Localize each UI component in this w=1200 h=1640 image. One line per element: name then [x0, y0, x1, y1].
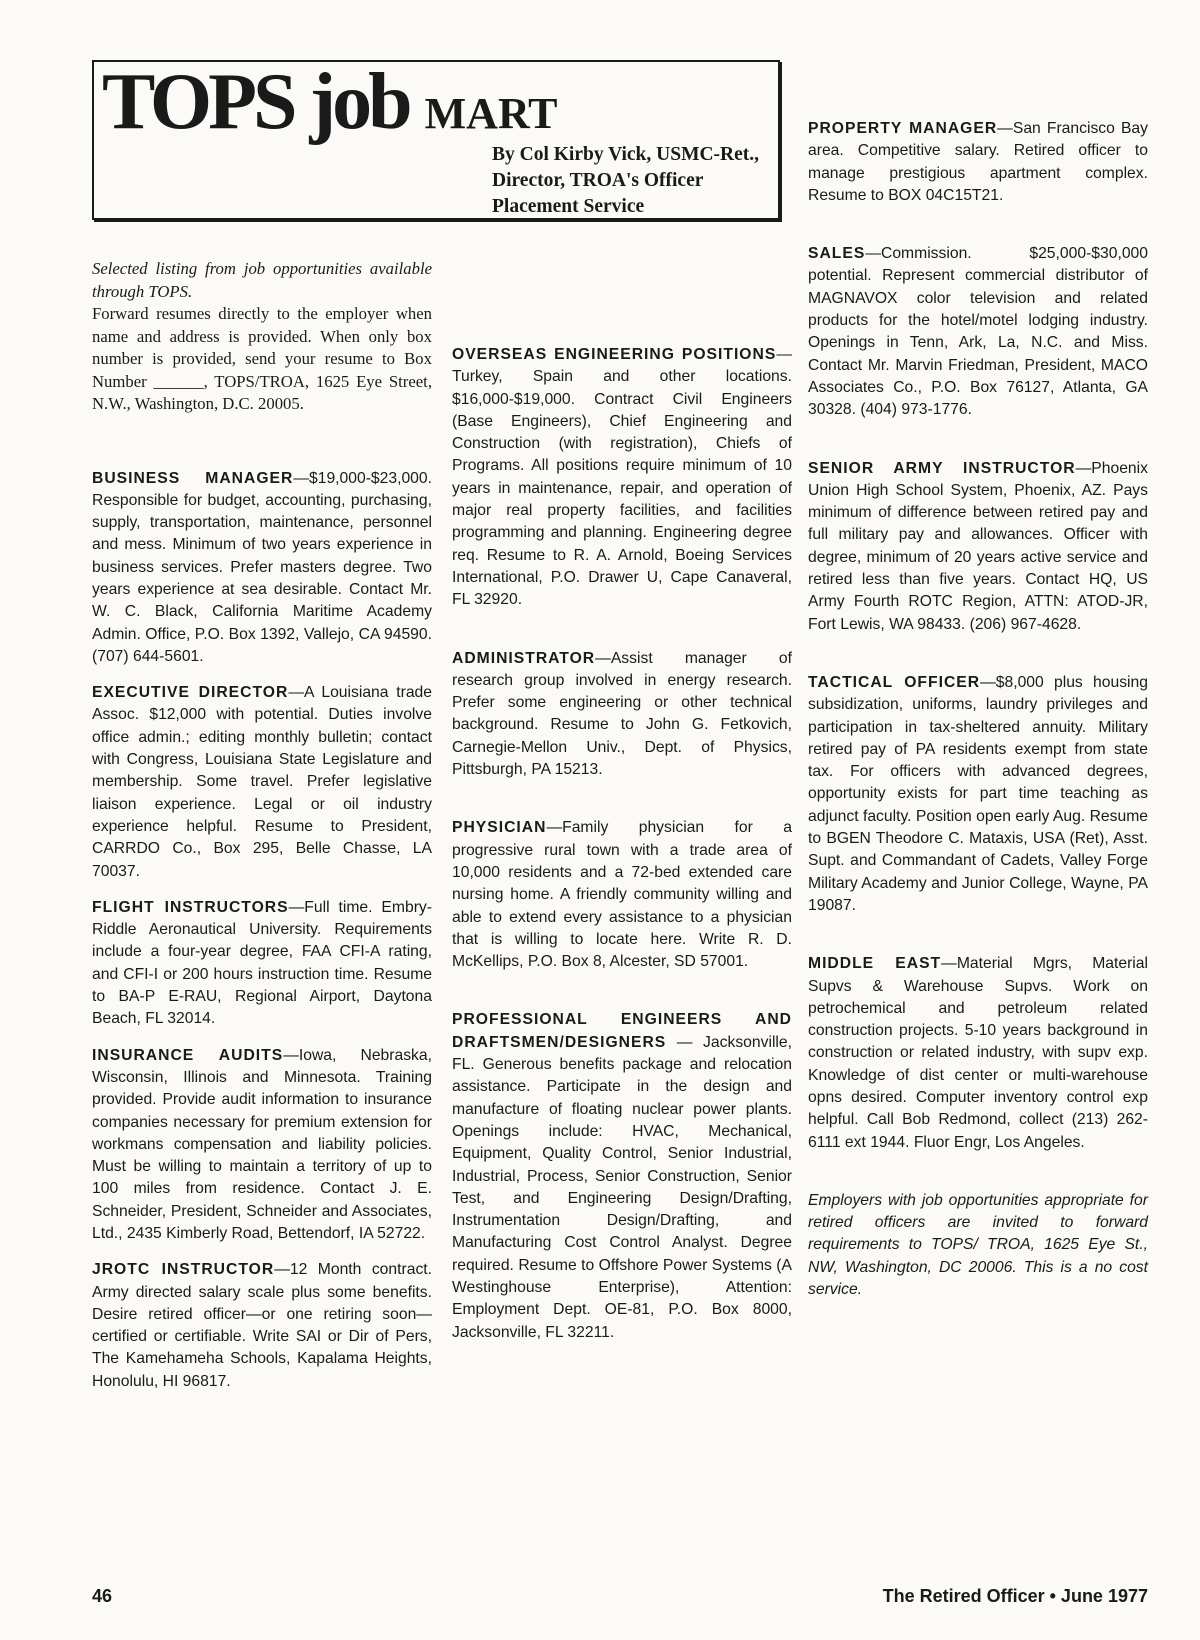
- closing-note: [808, 1190, 1148, 1301]
- listing-property-manager: [808, 118, 1148, 207]
- listing-sales: [808, 243, 1148, 421]
- byline-line-3: Placement Service: [492, 196, 645, 217]
- listing-heading: PHYSICIAN: [452, 819, 547, 837]
- listing-heading: SALES: [808, 245, 866, 263]
- column-1: [92, 258, 432, 1393]
- byline: [492, 142, 782, 220]
- listing-body: —San Francisco Bay area. Competitive salary. Retired officer to manage prestigious apartment complex. Resume to BOX 04C15T21.: [808, 120, 1148, 204]
- title-box: [92, 60, 780, 220]
- listing-heading: OVERSEAS ENGINEERING POSITIONS: [452, 346, 777, 363]
- listing-body: —$19,000-$23,000. Responsible for budget, accounting, purchasing, supply, transportation, maintenance, personnel and mess. Minimum of two years experience in business services. Prefer masters degree. Two years experience at sea desirable. Contact Mr. W. C. Black, California Maritime Academy Admin. Office, P.O. Box 1392, Vallejo, CA 94590. (707) 644-5601.: [92, 469, 432, 665]
- listing-heading: JROTC INSTRUCTOR: [92, 1261, 275, 1279]
- listing-heading: FLIGHT INSTRUCTORS: [92, 898, 289, 916]
- byline-line-2: Director, TROA's Officer: [492, 170, 704, 191]
- listing-heading: BUSINESS MANAGER: [92, 469, 294, 487]
- listing-heading: SENIOR ARMY INSTRUCTOR: [808, 459, 1076, 477]
- listing-heading: EXECUTIVE DIRECTOR: [92, 684, 289, 702]
- listing-senior-army-instructor: [808, 458, 1148, 636]
- listing-body: —A Louisiana trade Assoc. $12,000 with potential. Duties involve office admin.; editing monthly bulletin; contact with Congress, Louisiana State Legislature and membership. Some travel. Prefer legislative liaison experience. Legal or oil industry experience helpful. Resume to President, CARRDO Co., Box 295, Belle Chasse, LA 70037.: [92, 684, 433, 880]
- listing-body: —$8,000 plus housing subsidization, uniforms, laundry privileges and participation in tax-sheltered annuity. Military retired pay of PA residents exempt from state tax. For officers with advanced degrees, opportunity exists for part time teaching as adjunct faculty. Position open early Aug. Resume to BGEN Theodore C. Mataxis, USA (Ret), Asst. Supt. and Commandant of Cadets, Valley Forge Military Academy and Junior College, Wayne, PA 19087.: [808, 673, 1148, 914]
- listing-professional-engineers: [452, 1009, 792, 1343]
- listing-heading: PROFESSIONAL ENGINEERS AND DRAFTSMEN/DESIGNERS: [452, 1011, 792, 1051]
- closing-note-text: Employers with job opportunities appropriate for retired officers are invited to forward requirements to TOPS/ TROA, 1625 Eye St., NW, Washington, DC 20006.: [808, 1191, 1148, 1276]
- page-title: [102, 58, 558, 146]
- listing-heading: TACTICAL OFFICER: [808, 673, 981, 691]
- listing-physician: [452, 817, 792, 973]
- listing-insurance-audits: [92, 1045, 432, 1246]
- listing-heading: PROPERTY MANAGER: [808, 120, 998, 137]
- listing-body: —Family physician for a progressive rural town with a trade area of 10,000 residents and a 72-bed extended care nursing home. A friendly community willing and able to extend every assistance to a physician that is willing to locate here. Write R. D. McKellips, P.O. Box 8, Alcester, SD 57001.: [452, 819, 792, 971]
- column-2: [452, 258, 792, 1344]
- listing-body: —Turkey, Spain and other locations. $16,000-$19,000. Contract Civil Engineers (Base Engineers), Chief Engineering and Construction (with registration), Chiefs of Programs. All positions require minimum of 10 years in maintenance, repair, and operation of major real property facilities, and facilities programming and planning. Engineering degree req. Resume to R. A. Arnold, Boeing Services International, P.O. Drawer U, Cape Canaveral, FL 32920.: [452, 346, 792, 609]
- listing-executive-director: [92, 682, 432, 883]
- listing-flight-instructors: [92, 897, 432, 1031]
- listing-heading: ADMINISTRATOR: [452, 649, 596, 667]
- listing-body: —Assist manager of research group involved in energy research. Prefer some engineering or other technical background. Resume to John G. Fetkovich, Carnegie-Mellon Univ., Dept. of Physics, Pittsburgh, PA 15213.: [452, 649, 792, 779]
- title-suffix: MART: [424, 89, 558, 138]
- intro-lead: Selected listing from job opportunities available through TOPS.: [92, 259, 432, 301]
- listing-body: — Jacksonville, FL. Generous benefits package and relocation assistance. Participate in the design and manufacture of floating nuclear power plants. Openings include: HVAC, Mechanical, Equipment, Quality Control, Senior Industrial, Industrial, Process, Senior Construction, Senior Test, and Engineering Design/Drafting, Instrumentation Design/Drafting, and Manufacturing Cost Control Analyst. Degree required. Resume to Offshore Power Systems (A Westinghouse Enterprise), Attention: Employment Dept. OE-81, P.O. Box 8000, Jacksonville, FL 32211.: [452, 1033, 792, 1341]
- listing-business-manager: [92, 468, 432, 669]
- listing-body: —Full time. Embry-Riddle Aeronautical University. Requirements include a four-year degree, FAA CFI-A rating, and CFI-I or 200 hours instruction time. Resume to BA-P E-RAU, Regional Airport, Daytona Beach, FL 32014.: [92, 898, 432, 1028]
- intro-instructions: Forward resumes directly to the employer when name and address is provided. When only box number is provided, send your resume to Box Number ______, TOPS/TROA, 1625 Eye Street, N.W., Washington, D.C. 20005.: [92, 304, 432, 413]
- listing-middle-east: [808, 953, 1148, 1154]
- publication-footer: The Retired Officer • June 1977: [882, 1586, 1148, 1606]
- byline-line-1: By Col Kirby Vick, USMC-Ret.,: [492, 144, 760, 165]
- listing-body: —Iowa, Nebraska, Wisconsin, Illinois and Minnesota. Training provided. Provide audit information to insurance companies necessary for premium extension for workmans compensation and liability policies. Must be willing to maintain a territory of up to 100 miles from residence. Contact J. E. Schneider, President, Schneider and Associates, Ltd., 2435 Kimberly Road, Bettendorf, IA 52722.: [92, 1046, 432, 1242]
- listing-body: —Material Mgrs, Material Supvs & Warehouse Supvs. Work on petrochemical and petroleum related construction projects. 5-10 years background in construction or related industry, with supv exp. Knowledge of dist center or multi-warehouse opns desired. Computer inventory control exp helpful. Call Bob Redmond, collect (213) 262-6111 ext 1944. Fluor Engr, Los Angeles.: [808, 955, 1149, 1151]
- listing-tactical-officer: [808, 672, 1148, 917]
- title-main: TOPS job: [102, 58, 409, 146]
- listing-body: —Commission. $25,000-$30,000 potential. Represent commercial distributor of MAGNAVOX color television and related products for the hotel/motel lodging industry. Openings in Tenn, Ark, La, N.C. and Miss. Contact Mr. Marvin Friedman, President, MACO Associates Co., P.O. Box 76127, Atlanta, GA 30328. (404) 973-1776.: [808, 245, 1148, 419]
- listing-overseas-engineering: [452, 344, 792, 612]
- listing-body: —12 Month contract. Army directed salary scale plus some benefits. Desire retired officer—or one retiring soon—certified or certifiable. Write SAI or Dir of Pers, The Kamehameha Schools, Kapalama Heights, Honolulu, HI 96817.: [92, 1261, 433, 1390]
- listing-heading: INSURANCE AUDITS: [92, 1046, 284, 1064]
- page-number: 46: [92, 1586, 113, 1606]
- listing-administrator: [452, 648, 792, 782]
- closing-note-emphasis: This is a no cost service.: [808, 1258, 1148, 1299]
- listing-jrotc-instructor: [92, 1259, 432, 1393]
- listing-heading: MIDDLE EAST: [808, 955, 942, 973]
- column-3: [808, 56, 1148, 1301]
- listing-body: —Phoenix Union High School System, Phoenix, AZ. Pays minimum of difference between retired pay and full military pay and allowances. Officer with degree, minimum of 20 years active service and retired less than five years. Contact HQ, US Army Fourth ROTC Region, ATTN: ATOD-JR, Fort Lewis, WA 98433. (206) 967-4628.: [808, 459, 1148, 633]
